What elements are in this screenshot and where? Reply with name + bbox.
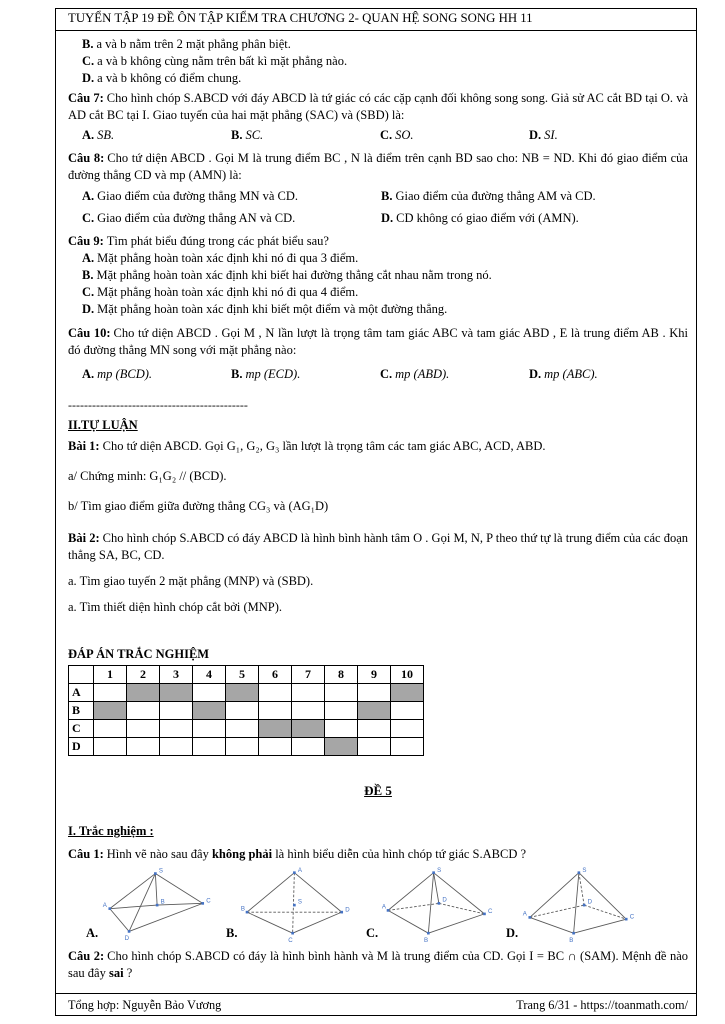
option-b bbox=[82, 36, 688, 53]
question-text-pre: Hình vẽ nào sau đây bbox=[106, 847, 212, 861]
question-label: Câu 8: bbox=[68, 151, 105, 165]
option-text: mp (ABD). bbox=[395, 367, 450, 381]
answer-cell bbox=[94, 684, 127, 702]
answer-cell bbox=[292, 684, 325, 702]
answer-cell-marked bbox=[193, 702, 226, 720]
option-b bbox=[381, 188, 680, 205]
option-text: SI. bbox=[544, 128, 558, 142]
footer-page-number: Trang 6/31 - https://toanmath.com/ bbox=[516, 998, 688, 1012]
option-text: mp (ECD). bbox=[245, 367, 301, 381]
answer-cell-marked bbox=[292, 720, 325, 738]
svg-text:S: S bbox=[582, 866, 587, 874]
answer-cell bbox=[292, 738, 325, 756]
answer-cell bbox=[193, 738, 226, 756]
option-text: Mặt phẳng hoàn toàn xác định khi nó đi qua 3 điểm. bbox=[97, 251, 359, 265]
exercise-text: Cho tứ diện ABCD. Gọi G₁, G₂, G₃ lần lượt là trọng tâm các tam giác ABC, ACD, ABD. bbox=[102, 439, 546, 453]
figure-option-label: B. bbox=[226, 926, 238, 940]
option-label: D. bbox=[381, 211, 394, 225]
answer-cell bbox=[325, 684, 358, 702]
answer-cell bbox=[193, 720, 226, 738]
question-label: Câu 2: bbox=[68, 949, 105, 963]
option-label: D. bbox=[529, 367, 542, 381]
question-8-options-row-2 bbox=[82, 210, 688, 227]
option-text: Mặt phẳng hoàn toàn xác định khi biết hai đường thẳng cắt nhau nằm trong nó. bbox=[96, 268, 492, 282]
option-text: a và b không có điểm chung. bbox=[97, 71, 242, 85]
answer-cell bbox=[94, 738, 127, 756]
answer-table-row-label: B bbox=[69, 702, 94, 720]
option-d bbox=[529, 366, 678, 383]
question-2 bbox=[68, 948, 688, 982]
answer-cell-marked bbox=[391, 684, 424, 702]
option-label: D. bbox=[82, 71, 95, 85]
svg-text:B: B bbox=[241, 905, 246, 913]
option-label: A. bbox=[82, 367, 95, 381]
option-label: B. bbox=[231, 128, 243, 142]
question-text: Cho hình chóp S.ABCD với đáy ABCD là tứ giác có các cặp cạnh đối không song song. Giả sử AC cắt BD tại O. và AD cắt BC tại I. Giao tuyến của hai mặt phẳng (SAC) và (SBD) là: bbox=[68, 91, 688, 122]
answer-cell-marked bbox=[127, 684, 160, 702]
answer-cell-marked bbox=[160, 684, 193, 702]
answer-cell bbox=[127, 702, 160, 720]
cau1-figure-option-2 bbox=[226, 866, 366, 946]
option-text: Giao điểm của đường thẳng AN và CD. bbox=[97, 211, 296, 225]
bai-2-part-a: a. Tìm giao tuyến 2 mặt phẳng (MNP) và (SBD). bbox=[68, 574, 314, 588]
svg-text:D: D bbox=[587, 898, 593, 906]
option-label: B. bbox=[82, 268, 94, 282]
answer-table-row-label: A bbox=[69, 684, 94, 702]
svg-text:D: D bbox=[345, 906, 351, 914]
pyramid-b-icon bbox=[240, 866, 354, 946]
answer-cell-marked bbox=[358, 702, 391, 720]
answer-table-col-header: 1 bbox=[94, 666, 127, 684]
question-1-figures bbox=[86, 866, 688, 946]
option-label: C. bbox=[380, 367, 393, 381]
answer-cell bbox=[127, 738, 160, 756]
option-text: SO. bbox=[395, 128, 414, 142]
svg-text:C: C bbox=[488, 908, 493, 916]
option-label: C. bbox=[82, 211, 95, 225]
question-text-pre: Cho hình chóp S.ABCD có đáy là hình bình hành và M là trung điểm của CD. Gọi I = BC ∩ (SAM). Mệnh đề nào sau đây bbox=[68, 949, 688, 980]
figure-option-label: D. bbox=[506, 926, 519, 940]
option-label: B. bbox=[82, 37, 94, 51]
section-separator: --------------------------------------------- bbox=[68, 398, 248, 412]
svg-text:S: S bbox=[159, 867, 164, 875]
option-c bbox=[380, 366, 529, 383]
answer-table-row-label: C bbox=[69, 720, 94, 738]
cau1-figure-option-3 bbox=[366, 866, 506, 946]
section-2-title: II.TỰ LUẬN bbox=[68, 418, 138, 432]
question-text: Cho tứ diện ABCD . Gọi M là trung điểm BC , N là điểm trên cạnh BD sao cho: NB = ND. Khi đó giao điểm của đường thẳng CD và mp (AMN) là: bbox=[68, 151, 688, 182]
svg-text:S: S bbox=[298, 898, 303, 906]
answer-cell bbox=[259, 702, 292, 720]
answer-table-col-header: 5 bbox=[226, 666, 259, 684]
footer-rule bbox=[55, 993, 697, 994]
option-a bbox=[82, 366, 231, 383]
answer-cell-marked bbox=[259, 720, 292, 738]
answer-cell bbox=[391, 738, 424, 756]
question-label: Câu 9: bbox=[68, 234, 104, 248]
bai-1-part-a: a/ Chứng minh: G₁G₂ // (BCD). bbox=[68, 469, 227, 483]
option-b bbox=[82, 267, 688, 284]
answer-cell bbox=[226, 702, 259, 720]
cau1-figure-option-4 bbox=[506, 866, 646, 946]
pyramid-a-icon bbox=[101, 866, 215, 946]
question-7-options bbox=[82, 127, 688, 144]
answer-cell bbox=[160, 720, 193, 738]
question-1 bbox=[68, 846, 688, 863]
answer-cell bbox=[358, 738, 391, 756]
answer-table-row-label: D bbox=[69, 738, 94, 756]
option-text: SB. bbox=[97, 128, 115, 142]
question-10 bbox=[68, 325, 688, 359]
svg-text:B: B bbox=[569, 936, 574, 944]
option-c bbox=[380, 127, 529, 144]
question-text-post: ? bbox=[123, 966, 133, 980]
page-header bbox=[68, 11, 686, 26]
option-c bbox=[82, 53, 688, 70]
option-text: a và b không cùng nằm trên bất kì mặt phẳng nào. bbox=[97, 54, 348, 68]
answer-cell-marked bbox=[94, 702, 127, 720]
answer-cell bbox=[160, 702, 193, 720]
question-8-options-row-1 bbox=[82, 188, 688, 205]
option-label: B. bbox=[231, 367, 243, 381]
question-label: Câu 10: bbox=[68, 326, 111, 340]
option-d bbox=[82, 301, 688, 318]
svg-text:B: B bbox=[424, 936, 429, 944]
answer-cell bbox=[325, 702, 358, 720]
option-text: SC. bbox=[245, 128, 264, 142]
svg-text:C: C bbox=[288, 936, 294, 944]
answer-cell bbox=[94, 720, 127, 738]
answer-cell bbox=[226, 720, 259, 738]
option-label: B. bbox=[381, 189, 393, 203]
answer-cell bbox=[259, 738, 292, 756]
svg-text:A: A bbox=[522, 910, 528, 918]
option-text: mp (BCD). bbox=[97, 367, 153, 381]
answer-table-corner-cell bbox=[69, 666, 94, 684]
question-label: Câu 7: bbox=[68, 91, 104, 105]
answer-table-col-header: 6 bbox=[259, 666, 292, 684]
question-label: Câu 1: bbox=[68, 847, 104, 861]
option-d bbox=[381, 210, 680, 227]
answer-table-col-header: 10 bbox=[391, 666, 424, 684]
answer-cell bbox=[358, 720, 391, 738]
option-label: A. bbox=[82, 189, 95, 203]
option-text: Mặt phẳng hoàn toàn xác định khi nó đi qua 4 điểm. bbox=[97, 285, 359, 299]
question-8 bbox=[68, 150, 688, 184]
page-content bbox=[68, 36, 688, 982]
pyramid-c-icon bbox=[381, 866, 495, 946]
answer-table-col-header: 8 bbox=[325, 666, 358, 684]
answer-cell bbox=[358, 684, 391, 702]
option-text: Giao điểm của đường thẳng AM và CD. bbox=[395, 189, 596, 203]
question-text: Cho tứ diện ABCD . Gọi M , N lần lượt là trọng tâm tam giác ABC và tam giác ABD , E là trung điểm AB . Khi đó đường thẳng MN song với mặt phẳng nào: bbox=[68, 326, 688, 357]
option-a bbox=[82, 250, 688, 267]
answer-table-col-header: 9 bbox=[358, 666, 391, 684]
answer-cell bbox=[160, 738, 193, 756]
question-10-options bbox=[82, 366, 688, 383]
option-text: CD không có giao điểm với (AMN). bbox=[396, 211, 579, 225]
page-footer bbox=[68, 998, 688, 1013]
answer-key-title: ĐÁP ÁN TRẮC NGHIỆM bbox=[68, 647, 210, 661]
answer-cell bbox=[292, 702, 325, 720]
option-label: C. bbox=[380, 128, 393, 142]
answer-cell bbox=[391, 702, 424, 720]
question-9 bbox=[68, 233, 688, 250]
exercise-label: Bài 2: bbox=[68, 531, 100, 545]
bai-2-part-b: a. Tìm thiết diện hình chóp cắt bởi (MNP). bbox=[68, 600, 282, 614]
carryover-options bbox=[82, 36, 688, 87]
option-d bbox=[82, 70, 688, 87]
option-label: D. bbox=[82, 302, 95, 316]
question-text: Tìm phát biểu đúng trong các phát biểu sau? bbox=[106, 234, 329, 248]
option-d bbox=[529, 127, 678, 144]
option-b bbox=[231, 366, 380, 383]
answer-cell bbox=[259, 684, 292, 702]
answer-cell bbox=[193, 684, 226, 702]
exercise-label: Bài 1: bbox=[68, 439, 100, 453]
answer-cell bbox=[391, 720, 424, 738]
answer-cell-marked bbox=[325, 738, 358, 756]
answer-table-col-header: 2 bbox=[127, 666, 160, 684]
option-b bbox=[231, 127, 380, 144]
header-rule bbox=[55, 30, 697, 31]
pyramid-d-icon bbox=[521, 866, 635, 946]
cau1-figure-option-1 bbox=[86, 866, 226, 946]
svg-text:A: A bbox=[298, 866, 303, 874]
answer-table-col-header: 7 bbox=[292, 666, 325, 684]
figure-option-label: C. bbox=[366, 926, 379, 940]
answer-key-table bbox=[68, 665, 424, 756]
svg-text:D: D bbox=[124, 935, 130, 943]
question-9-options bbox=[82, 250, 688, 318]
answer-cell bbox=[226, 738, 259, 756]
option-text: Giao điểm của đường thẳng MN và CD. bbox=[97, 189, 299, 203]
question-7 bbox=[68, 90, 688, 124]
header-title: TUYỂN TẬP 19 ĐỀ ÔN TẬP KIỂM TRA CHƯƠNG 2- QUAN HỆ SONG SONG HH 11 bbox=[68, 11, 533, 25]
exercise-text: Cho hình chóp S.ABCD có đáy ABCD là hình bình hành tâm O . Gọi M, N, P theo thứ tự là trung điểm của các đoạn thẳng SA, BC, CD. bbox=[68, 531, 688, 562]
option-label: A. bbox=[82, 128, 95, 142]
answer-cell bbox=[325, 720, 358, 738]
svg-text:D: D bbox=[442, 896, 447, 904]
option-a bbox=[82, 127, 231, 144]
bai-1-part-b: b/ Tìm giao điểm giữa đường thẳng CG₃ và (AG₁D) bbox=[68, 499, 329, 513]
de-5-title: ĐỀ 5 bbox=[364, 783, 392, 798]
svg-text:S: S bbox=[437, 866, 442, 874]
answer-table-col-header: 3 bbox=[160, 666, 193, 684]
answer-cell bbox=[127, 720, 160, 738]
answer-table-col-header: 4 bbox=[193, 666, 226, 684]
answer-cell-marked bbox=[226, 684, 259, 702]
section-1-title: I. Trắc nghiệm : bbox=[68, 824, 154, 838]
bai-2 bbox=[68, 530, 688, 564]
svg-text:C: C bbox=[629, 913, 635, 921]
svg-text:C: C bbox=[206, 897, 211, 905]
option-a bbox=[82, 188, 381, 205]
option-label: C. bbox=[82, 54, 95, 68]
option-label: C. bbox=[82, 285, 95, 299]
footer-author: Tổng hợp: Nguyễn Bảo Vương bbox=[68, 998, 222, 1012]
option-text: mp (ABC). bbox=[544, 367, 598, 381]
svg-text:B: B bbox=[160, 898, 165, 906]
option-label: A. bbox=[82, 251, 95, 265]
question-text-bold: không phải bbox=[211, 847, 273, 861]
figure-option-label: A. bbox=[86, 926, 99, 940]
question-text-bold: sai bbox=[108, 966, 124, 980]
option-text: a và b nằm trên 2 mặt phẳng phân biệt. bbox=[96, 37, 291, 51]
option-c bbox=[82, 284, 688, 301]
question-text-post: là hình biểu diễn của hình chóp tứ giác S.ABCD ? bbox=[272, 847, 527, 861]
option-c bbox=[82, 210, 381, 227]
svg-text:A: A bbox=[382, 903, 387, 911]
option-text: Mặt phẳng hoàn toàn xác định khi biết một điểm và một đường thẳng. bbox=[97, 302, 448, 316]
svg-text:A: A bbox=[102, 901, 108, 909]
bai-1 bbox=[68, 438, 688, 455]
option-label: D. bbox=[529, 128, 542, 142]
